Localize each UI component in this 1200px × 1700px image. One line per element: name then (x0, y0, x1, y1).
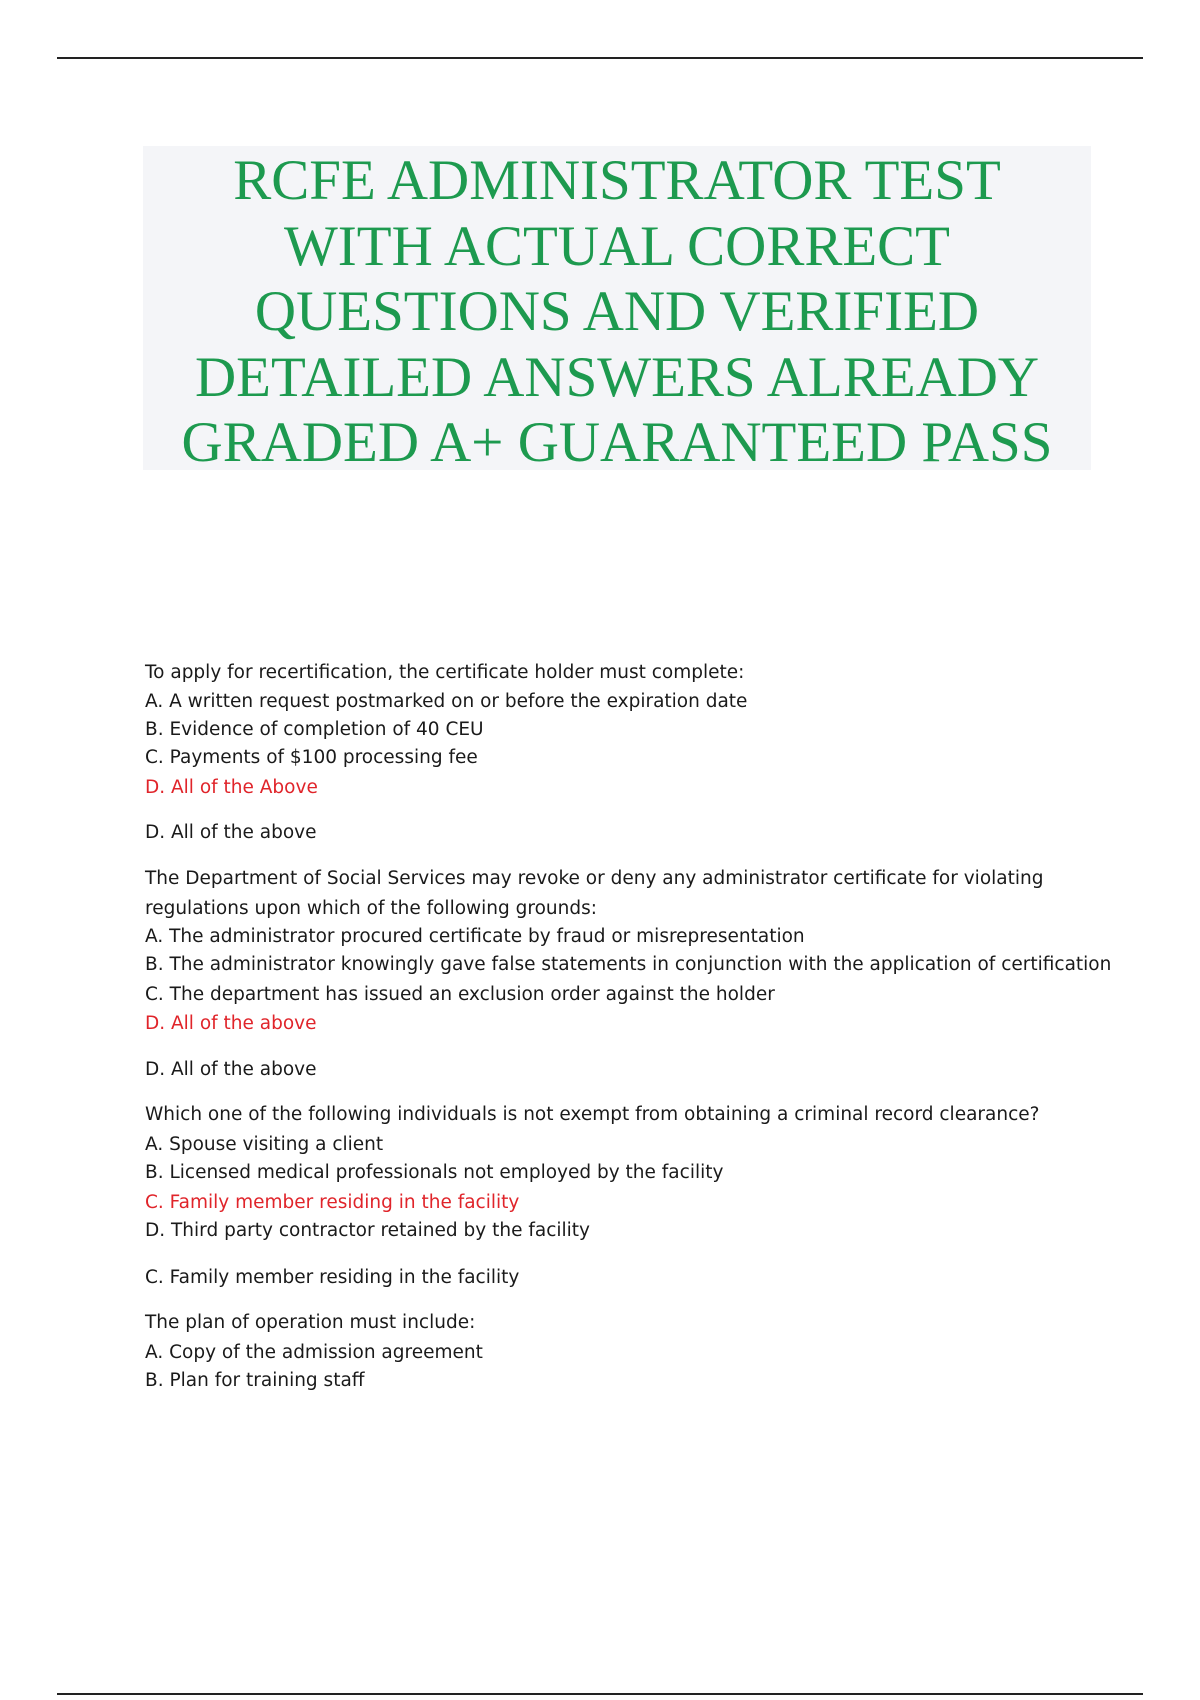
title-line: GRADED A+ GUARANTEED PASS (181, 411, 1053, 474)
title-line: WITH ACTUAL CORRECT (283, 214, 951, 278)
correct-option: D. All of the above (145, 1013, 317, 1034)
correct-option: D. All of the Above (145, 777, 318, 798)
question-prompt: regulations upon which of the following grounds: (145, 898, 597, 919)
title-line: DETAILED ANSWERS ALREADY (194, 345, 1040, 409)
answer-line: D. All of the above (145, 822, 317, 843)
option-b: B. Plan for training staff (145, 1370, 365, 1391)
bottom-rule (57, 1693, 1143, 1695)
question-prompt: The Department of Social Services may revoke or deny any administrator certificate for violating (145, 868, 1044, 889)
option-b: B. The administrator knowingly gave false statements in conjunction with the application of certification (145, 954, 1112, 975)
answer-line: D. All of the above (145, 1059, 317, 1080)
option-a: A. Spouse visiting a client (145, 1134, 384, 1155)
title-line: RCFE ADMINISTRATOR TEST (233, 149, 1001, 212)
option-a: A. The administrator procured certificate by fraud or misrepresentation (145, 926, 805, 947)
answer-line: C. Family member residing in the facility (145, 1267, 520, 1288)
option-c: C. The department has issued an exclusion order against the holder (145, 984, 775, 1005)
question-prompt: To apply for recertification, the certificate holder must complete: (145, 662, 745, 683)
top-rule (57, 57, 1143, 59)
option-a: A. A written request postmarked on or before the expiration date (145, 691, 748, 712)
title-line: QUESTIONS AND VERIFIED (254, 280, 980, 343)
correct-option: C. Family member residing in the facility (145, 1192, 520, 1213)
option-b: B. Evidence of completion of 40 CEU (145, 719, 484, 740)
option-c: C. Payments of $100 processing fee (145, 747, 478, 768)
option-d: D. Third party contractor retained by the facility (145, 1220, 590, 1241)
question-prompt: The plan of operation must include: (145, 1312, 476, 1333)
option-b: B. Licensed medical professionals not employed by the facility (145, 1162, 724, 1183)
question-prompt: Which one of the following individuals is not exempt from obtaining a criminal record clearance? (145, 1104, 1040, 1125)
option-a: A. Copy of the admission agreement (145, 1342, 483, 1363)
document-title (143, 146, 1091, 474)
